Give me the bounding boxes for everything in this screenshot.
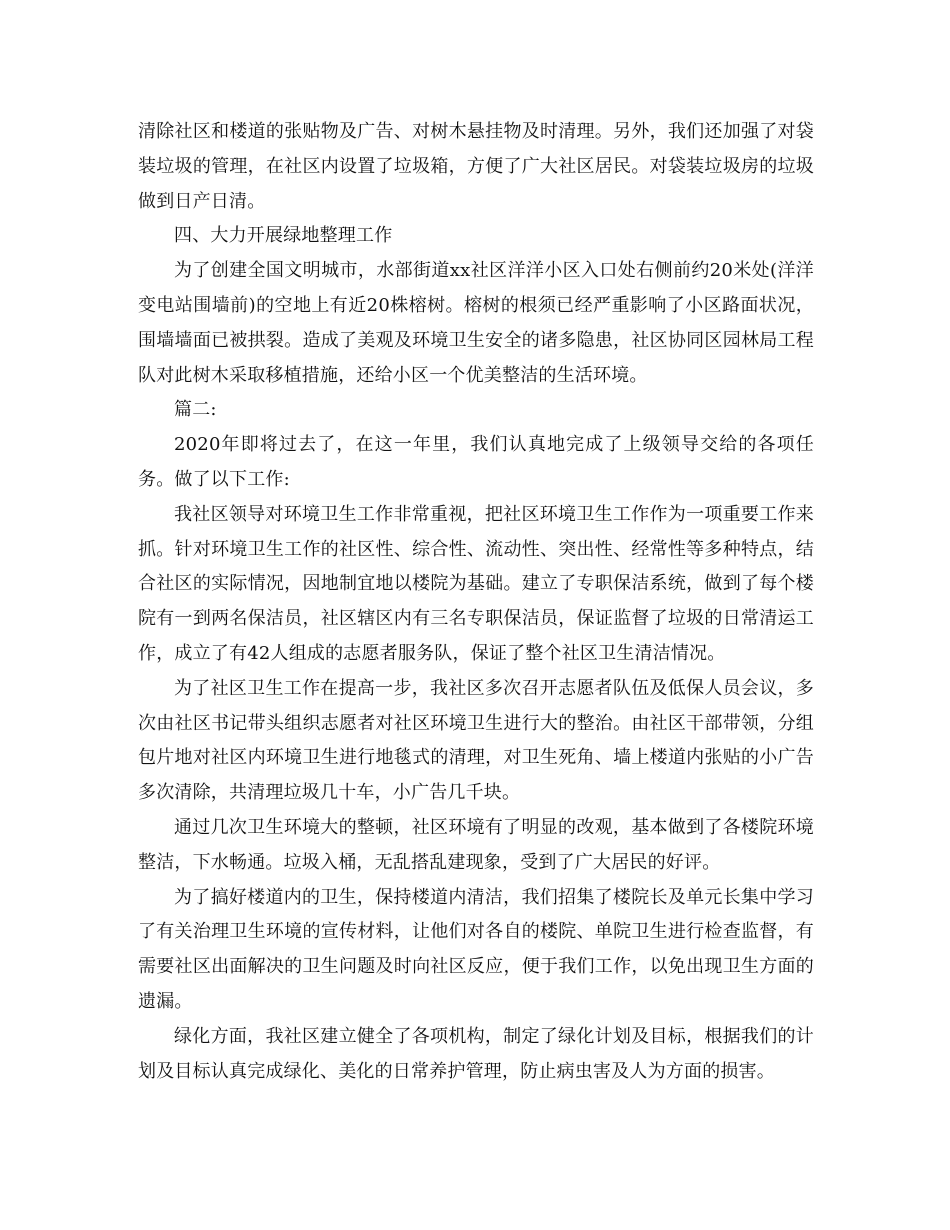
section-heading-greenland: 四、大力开展绿地整理工作 xyxy=(174,225,393,247)
paragraph-year-summary: 2020年即将过去了，在这一年里，我们认真地完成了上级领导交给的各项任务。做了以下工作: xyxy=(138,434,814,490)
paragraph-banyan-trees: 为了创建全国文明城市，水部街道xx社区洋洋小区入口处右侧前约20米处(洋洋变电站围墙前)的空地上有近20株榕树。榕树的根须已经严重影响了小区路面状况，围墙墙面已被拱裂。造成了美观及环境卫生安全的诸多隐患，社区协同区园林局工程队对此树木采取移植措施，还给小区一个优美整洁的生活环境。 xyxy=(138,260,814,386)
paragraph-leadership: 我社区领导对环境卫生工作非常重视，把社区环境卫生工作作为一项重要工作来抓。针对环境卫生工作的社区性、综合性、流动性、突出性、经常性等多种特点，结合社区的实际情况，因地制宜地以楼院为基础。建立了专职保洁系统，做到了每个楼院有一到两名保洁员，社区辖区内有三名专职保洁员，保证监督了垃圾的日常清运工作，成立了有42人组成的志愿者服务队，保证了整个社区卫生清洁情况。 xyxy=(138,503,814,664)
paragraph-stairwell: 为了搞好楼道内的卫生，保持楼道内清洁，我们招集了楼院长及单元长集中学习了有关治理卫生环境的宣传材料，让他们对各自的楼院、单院卫生进行检查监督，有需要社区出面解决的卫生问题及时向社区反应，便于我们工作，以免出现卫生方面的遗漏。 xyxy=(138,886,814,1012)
paragraph-garbage-cleanup: 清除社区和楼道的张贴物及广告、对树木悬挂物及时清理。另外，我们还加强了对袋装垃圾的管理，在社区内设置了垃圾箱，方便了广大社区居民。对袋装垃圾房的垃圾做到日产日清。 xyxy=(138,121,814,212)
paragraph-greening: 绿化方面，我社区建立健全了各项机构，制定了绿化计划及目标，根据我们的计划及目标认真完成绿化、美化的日常养护管理，防止病虫害及人为方面的损害。 xyxy=(138,1025,814,1082)
paragraph-improvement: 通过几次卫生环境大的整顿，社区环境有了明显的改观，基本做到了各楼院环境整洁，下水畅通。垃圾入桶，无乱搭乱建现象，受到了广大居民的好评。 xyxy=(138,816,814,873)
document-body xyxy=(138,115,814,1089)
section-heading-part-two: 篇二: xyxy=(174,399,217,421)
paragraph-volunteers: 为了社区卫生工作在提高一步，我社区多次召开志愿者队伍及低保人员会议，多次由社区书记带头组织志愿者对社区环境卫生进行大的整治。由社区干部带领，分组包片地对社区内环境卫生进行地毯式的清理，对卫生死角、墙上楼道内张贴的小广告多次清除，共清理垃圾几十车，小广告几千块。 xyxy=(138,677,814,804)
